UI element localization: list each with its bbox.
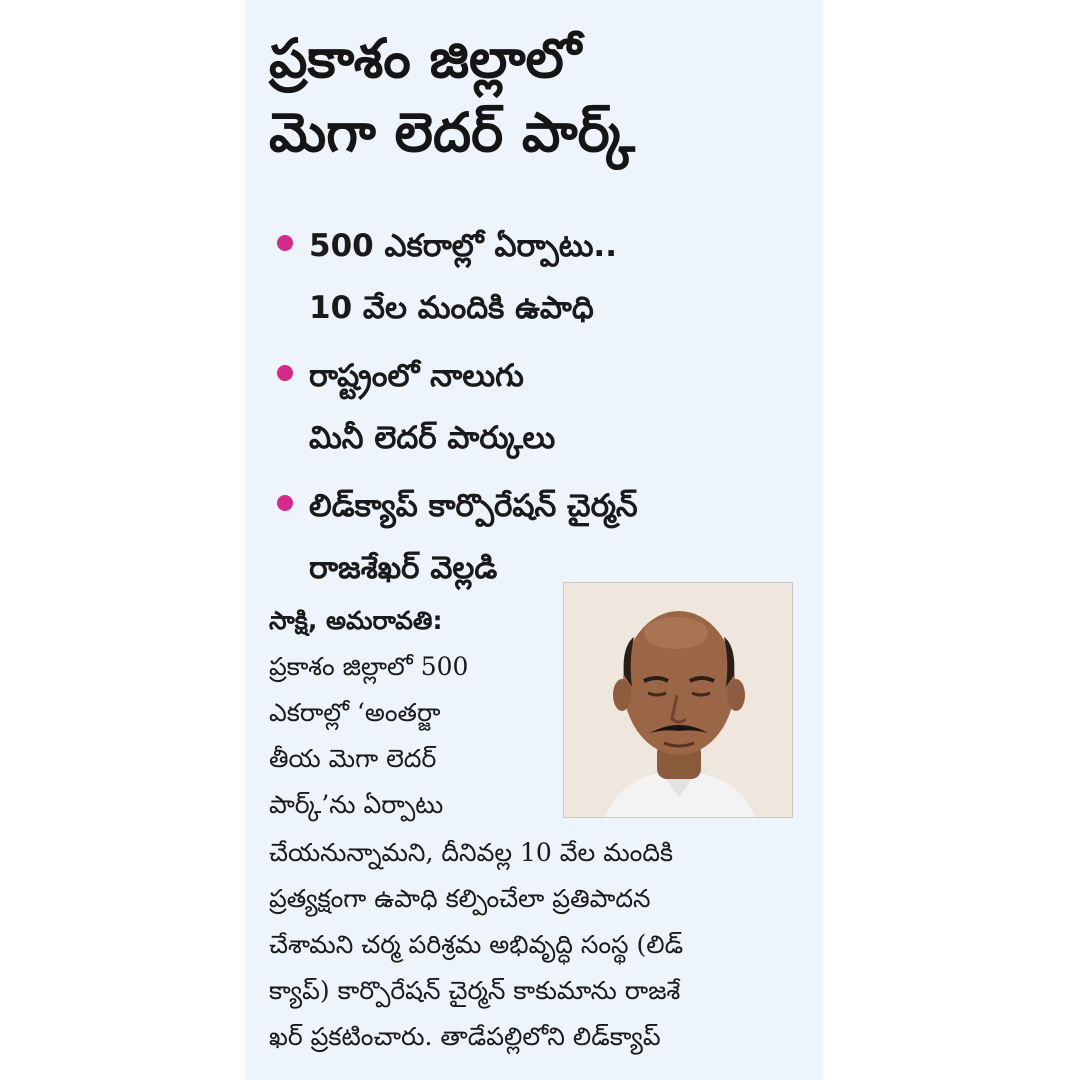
- portrait-illustration: [564, 583, 793, 818]
- text-line: ఖర్ ప్రకటించారు. తాడేపల్లిలోని లిడ్‌క్యాప్: [269, 1022, 661, 1051]
- bullet-dot-icon: [277, 235, 293, 251]
- bullet-line: రాష్ట్రంలో నాలుగు: [309, 358, 524, 394]
- article-column-text: [269, 598, 541, 828]
- text-line: చేశామని చర్మ పరిశ్రమ అభివృద్ధి సంస్థ (లిడ్: [269, 930, 684, 959]
- headline-line-1: ప్రకాశం జిల్లాలో: [269, 27, 582, 90]
- text-line: ప్రకాశం జిల్లాలో 500: [269, 652, 469, 681]
- text-line: చేయనున్నామని, దీనివల్ల 10 వేల మందికి: [269, 838, 674, 867]
- bullet-line: లిడ్‌క్యాప్ కార్పొరేషన్ చైర్మన్: [309, 488, 638, 524]
- text-line: ప్రత్యక్షంగా ఉపాధి కల్పించేలా ప్రతిపాదన: [269, 884, 651, 913]
- bullet-line: 10 వేల మందికి ఉపాధి: [309, 290, 594, 326]
- portrait-photo: [563, 582, 793, 818]
- bullet-item: [265, 345, 810, 469]
- headline-line-2: మెగా లెదర్ పార్క్: [269, 101, 635, 164]
- text-line: పార్క్’ను ఏర్పాటు: [269, 790, 444, 819]
- news-clipping: [245, 0, 823, 1080]
- dateline: సాక్షి, అమరావతి:: [269, 606, 443, 635]
- bullet-dot-icon: [277, 365, 293, 381]
- bullet-dot-icon: [277, 495, 293, 511]
- text-line: తీయ మెగా లెదర్: [269, 744, 437, 773]
- bullet-item: [265, 215, 810, 339]
- bullet-item: [265, 475, 810, 599]
- bullet-line: రాజశేఖర్ వెల్లడి: [309, 550, 498, 586]
- text-line: ఎకరాల్లో ‘అంతర్జా: [269, 698, 441, 727]
- text-line: క్యాప్) కార్పొరేషన్ చైర్మన్ కాకుమాను రాజశే: [269, 976, 681, 1005]
- article-body-text: [269, 830, 799, 1060]
- bullet-line: 500 ఎకరాల్లో ఏర్పాటు..: [309, 228, 617, 264]
- bullet-line: మినీ లెదర్ పార్కులు: [309, 420, 556, 456]
- headline: [269, 22, 809, 170]
- highlight-bullets: [265, 215, 810, 605]
